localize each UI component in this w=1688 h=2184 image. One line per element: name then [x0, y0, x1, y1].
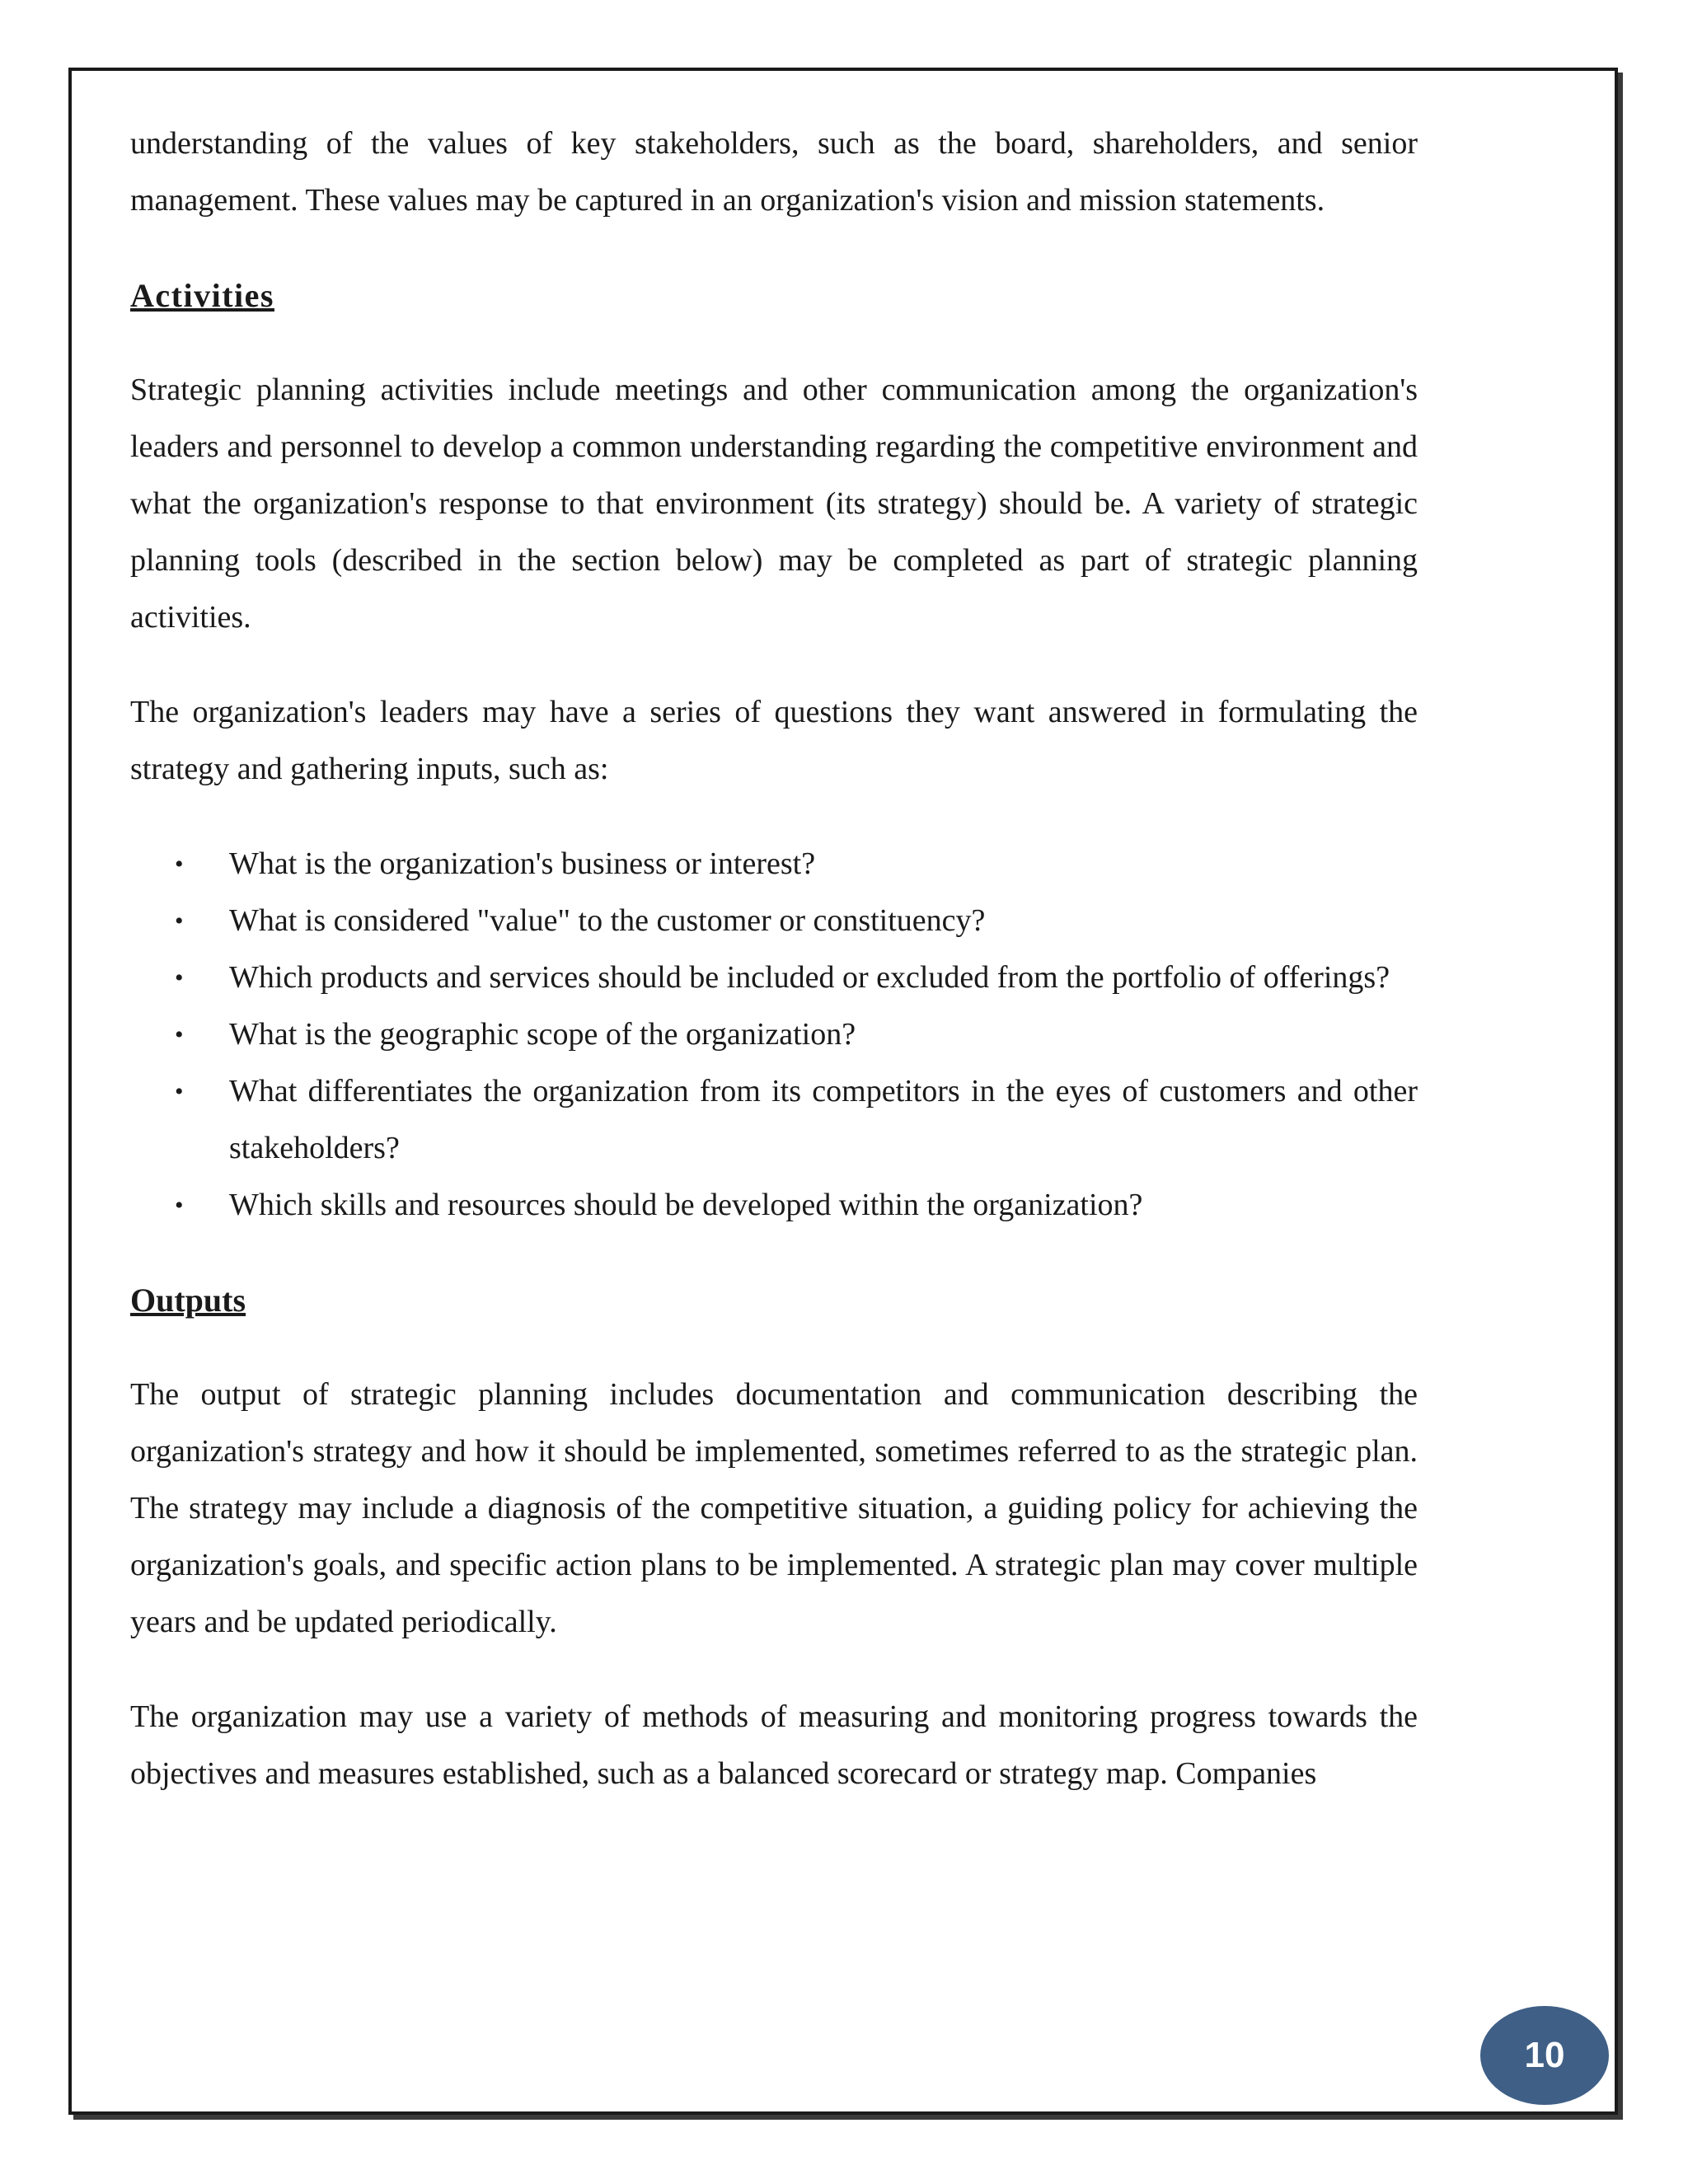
list-item	[130, 949, 1418, 1006]
bullet-icon: •	[175, 1192, 184, 1219]
activities-paragraph-2: The organization's leaders may have a series of questions they want answered in formulating the strategy and gathering inputs, such as:	[130, 695, 1418, 786]
list-item	[130, 893, 1418, 949]
bullet-icon: •	[175, 1021, 184, 1048]
bullet-icon: •	[175, 851, 184, 878]
questions-list	[130, 836, 1418, 1234]
bullet-icon: •	[175, 964, 184, 991]
list-item-text: What differentiates the organization from its competitors in the eyes of customers and other stakeholders?	[229, 1074, 1418, 1165]
intro-paragraph: understanding of the values of key stakeholders, such as the board, shareholders, and senior management. These values may be captured in an organization's vision and mission statements.	[130, 126, 1418, 218]
list-item-text: What is the geographic scope of the organization?	[229, 1017, 856, 1052]
activities-paragraph-1: Strategic planning activities include meetings and other communication among the organization's leaders and personnel to develop a common understanding regarding the competitive environment and what the organization's response to that environment (its strategy) should be. A variety of strategic planning tools (described in the section below) may be completed as part of strategic planning activities.	[130, 373, 1418, 635]
bullet-icon: •	[175, 907, 184, 935]
list-item-text: What is considered "value" to the customer or constituency?	[229, 903, 986, 938]
list-item-text: Which skills and resources should be developed within the organization?	[229, 1188, 1143, 1222]
list-item	[130, 1063, 1418, 1177]
page-content	[130, 115, 1418, 1840]
activities-heading: Activities	[130, 277, 274, 314]
outputs-paragraph-1: The output of strategic planning includes documentation and communication describing the organization's strategy and how it should be implemented, sometimes referred to as the strategic plan. The strategy may include a diagnosis of the competitive situation, a guiding policy for achieving the organization's goals, and specific action plans to be implemented. A strategic plan may cover multiple years and be updated periodically.	[130, 1377, 1418, 1639]
bullet-icon: •	[175, 1078, 184, 1105]
list-item	[130, 1006, 1418, 1063]
list-item-text: What is the organization's business or interest?	[229, 846, 816, 881]
page-number-badge: 10	[1480, 2006, 1609, 2105]
outputs-heading: Outputs	[130, 1282, 246, 1319]
list-item	[130, 1177, 1418, 1234]
list-item-text: Which products and services should be included or excluded from the portfolio of offerings?	[229, 960, 1390, 995]
outputs-paragraph-2: The organization may use a variety of methods of measuring and monitoring progress towards the objectives and measures established, such as a balanced scorecard or strategy map. Companies	[130, 1699, 1418, 1791]
list-item	[130, 836, 1418, 893]
